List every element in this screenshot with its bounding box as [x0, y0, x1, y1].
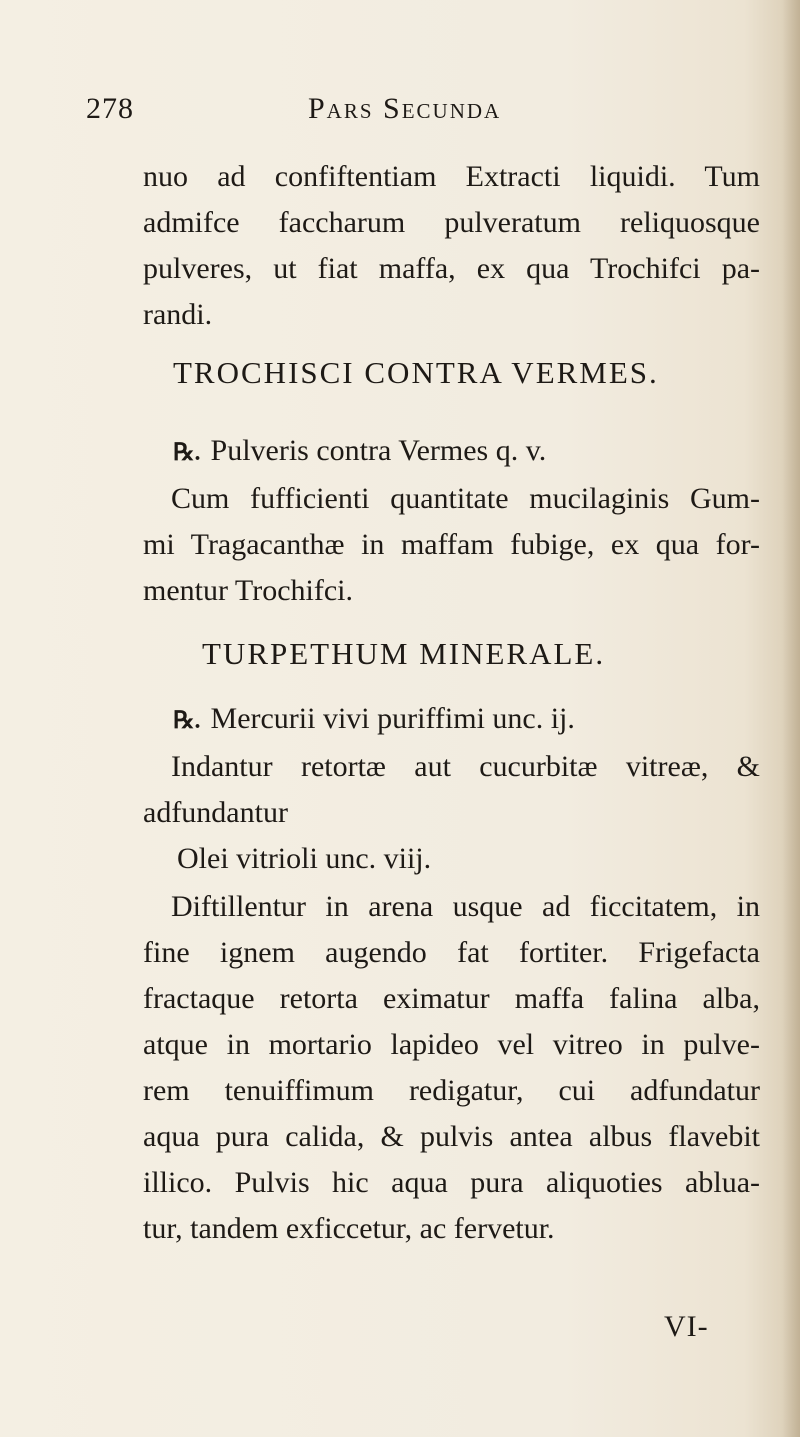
text-line: mentur Trochifci.	[143, 574, 353, 607]
text-line: illico. Pulvis hic aqua pura aliquoties ablua-	[143, 1166, 760, 1199]
text-line: Cum fufficienti quantitate mucilaginis Gum-	[171, 482, 760, 515]
page-header	[86, 92, 740, 132]
section1-paragraph	[143, 476, 760, 614]
text-line: adfundantur	[143, 796, 288, 829]
text-line: Olei vitrioli unc. viij.	[177, 842, 432, 875]
text-line: Indantur retortæ aut cucurbitæ vitreæ, &	[171, 750, 760, 783]
text-line: pulveres, ut fiat maffa, ex qua Trochifci pa-	[143, 252, 760, 285]
text-line: fractaque retorta eximatur maffa falina alba,	[143, 982, 760, 1015]
recipe-symbol-icon: ℞.	[173, 708, 201, 734]
text-line: mi Tragacanthæ in maffam fubige, ex qua for-	[143, 528, 760, 561]
text-line: atque in mortario lapideo vel vitreo in pulve-	[143, 1028, 760, 1061]
page-number: 278	[86, 92, 134, 125]
section1-rx	[143, 428, 760, 474]
section2-paragraph-b	[143, 884, 760, 1252]
recipe-text: Mercurii vivi puriffimi unc. ij.	[210, 702, 575, 735]
text-line: fine ignem augendo fat fortiter. Frigefacta	[143, 936, 760, 969]
section-heading-trochisci: TROCHISCI CONTRA VERMES.	[173, 355, 659, 390]
text-line: nuo ad confiftentiam Extracti liquidi. Tum	[143, 160, 760, 193]
catchword: VI-	[664, 1310, 709, 1343]
text-line: admifce faccharum pulveratum reliquosque	[143, 206, 760, 239]
recipe-text: Pulveris contra Vermes q. v.	[210, 434, 547, 467]
section2-rx	[143, 696, 760, 742]
text-line: randi.	[143, 298, 213, 331]
intro-paragraph	[143, 154, 760, 338]
section-heading-turpethum: TURPETHUM MINERALE.	[202, 636, 606, 671]
section2-paragraph-a	[143, 744, 760, 836]
recipe-line	[143, 696, 760, 742]
running-head: Pars Secunda	[308, 92, 502, 125]
text-line: Diftillentur in arena usque ad ficcitatem, in	[171, 890, 760, 923]
text-line: aqua pura calida, & pulvis antea albus flavebit	[143, 1120, 760, 1153]
page-edge-shadow	[782, 0, 800, 1437]
text-line: tur, tandem exficcetur, ac fervetur.	[143, 1212, 555, 1245]
text-line: rem tenuiffimum redigatur, cui adfundatur	[143, 1074, 760, 1107]
section2-olei	[143, 836, 760, 882]
recipe-line	[143, 428, 760, 474]
recipe-symbol-icon: ℞.	[173, 440, 201, 466]
